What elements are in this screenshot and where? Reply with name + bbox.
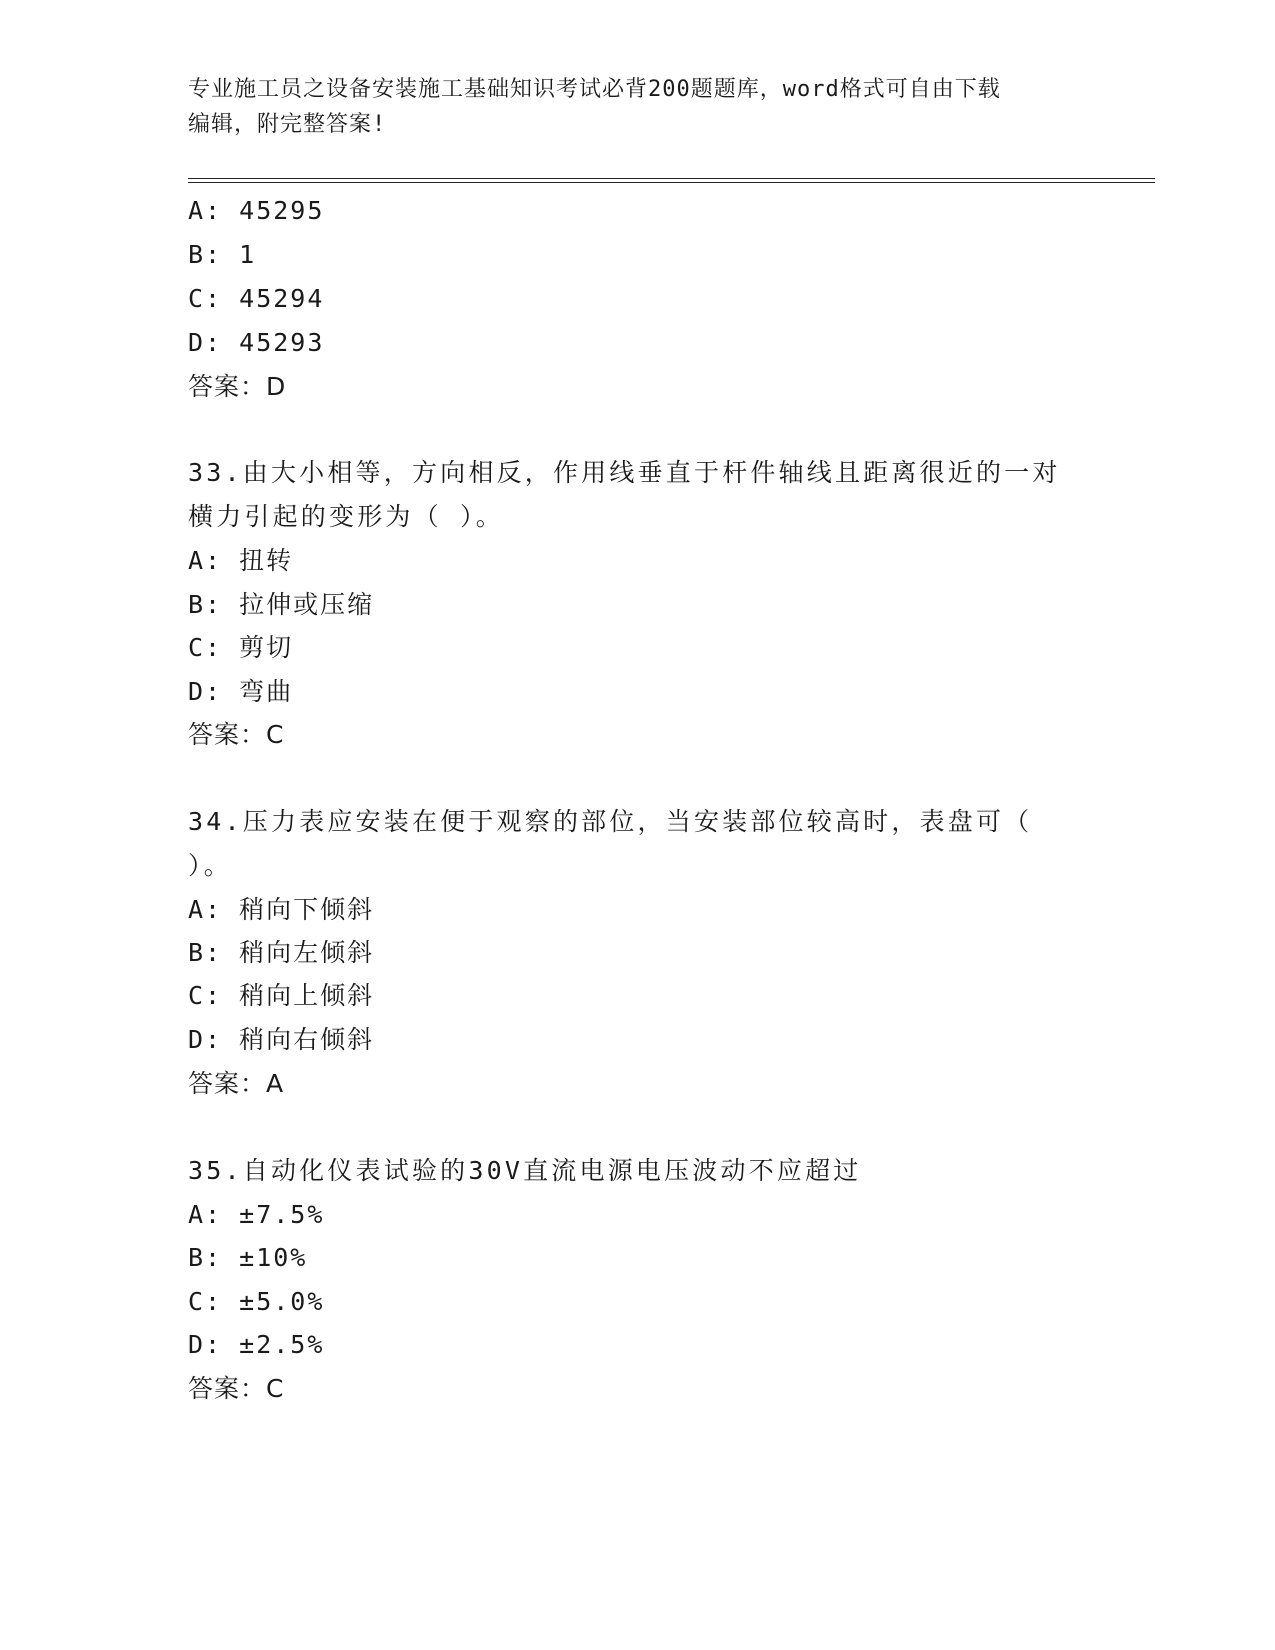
q33-option-c: C: 剪切	[188, 633, 294, 662]
q33-option-a: A: 扭转	[188, 546, 294, 575]
q33-text-line-1: 33.由大小相等，方向相反，作用线垂直于杆件轴线且距离很近的一对	[188, 458, 1061, 487]
q34-option-b: B: 稍向左倾斜	[188, 938, 375, 967]
q33-answer: 答案：C	[188, 720, 285, 749]
q35-option-d: D: ±2.5%	[188, 1330, 325, 1359]
q34-text-line-1: 34.压力表应安装在便于观察的部位，当安装部位较高时，表盘可（	[188, 807, 1033, 836]
header-line-2: 编辑，附完整答案!	[188, 112, 387, 137]
q32-option-c: C: 45294	[188, 284, 325, 313]
q33-text-line-2: 横力引起的变形为（ ）。	[188, 502, 504, 531]
q34-option-c: C: 稍向上倾斜	[188, 981, 375, 1010]
q35-answer: 答案：C	[188, 1374, 285, 1403]
q35-option-b: B: ±10%	[188, 1243, 308, 1272]
q34-option-d: D: 稍向右倾斜	[188, 1025, 375, 1054]
q35-option-c: C: ±5.0%	[188, 1287, 325, 1316]
q33-option-b: B: 拉伸或压缩	[188, 590, 375, 619]
q32-option-d: D: 45293	[188, 328, 325, 357]
q33-option-d: D: 弯曲	[188, 677, 294, 706]
q34-option-a: A: 稍向下倾斜	[188, 895, 375, 924]
header-line-1: 专业施工员之设备安装施工基础知识考试必背200题题库，word格式可自由下载	[188, 77, 1001, 102]
q35-text-line-1: 35.自动化仪表试验的30V直流电源电压波动不应超过	[188, 1156, 862, 1185]
q34-text-line-2: ）。	[188, 851, 232, 880]
header-divider-top	[188, 178, 1155, 179]
document-header	[188, 72, 1088, 142]
q32-answer: 答案：D	[188, 372, 287, 401]
q32-option-a: A: 45295	[188, 196, 325, 225]
q32-option-b: B: 1	[188, 240, 257, 269]
document-page	[188, 0, 1188, 1650]
q35-option-a: A: ±7.5%	[188, 1200, 325, 1229]
q34-answer: 答案：A	[188, 1069, 285, 1098]
header-divider-bottom	[188, 182, 1155, 183]
